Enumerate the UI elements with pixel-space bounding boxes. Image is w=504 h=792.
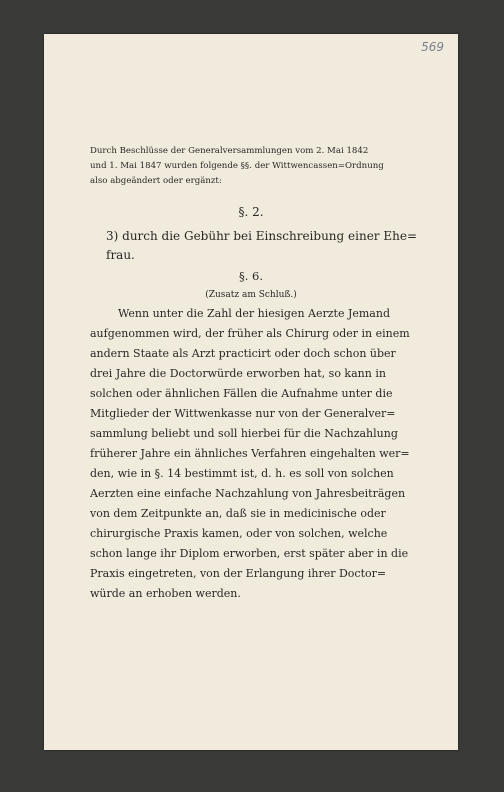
folio-number: 569 <box>421 40 444 54</box>
document-page <box>44 34 458 750</box>
intro-line: also abgeändert oder ergänzt: <box>90 176 222 186</box>
paragraph-line: schon lange ihr Diplom erworben, erst später aber in die <box>90 547 409 560</box>
paragraph-line: Praxis eingetreten, von der Erlangung ihrer Doctor= <box>90 567 387 580</box>
section-heading-2: §. 2. <box>238 205 264 219</box>
paragraph-line: solchen oder ähnlichen Fällen die Aufnahme unter die <box>90 387 393 400</box>
intro-paragraph <box>90 144 412 189</box>
item-line: frau. <box>106 248 135 262</box>
section-6-paragraph <box>90 304 412 604</box>
section-2-item <box>106 227 417 265</box>
section-subheading: (Zusatz am Schluß.) <box>205 290 297 300</box>
paragraph-line: Aerzten eine einfache Nachzahlung von Jahresbeiträgen <box>90 487 406 500</box>
paragraph-line: drei Jahre die Doctorwürde erworben hat, so kann in <box>90 367 386 380</box>
paragraph-line: Wenn unter die Zahl der hiesigen Aerzte Jemand <box>118 307 390 320</box>
intro-line: und 1. Mai 1847 wurden folgende §§. der Wittwencassen=Ordnung <box>90 161 384 171</box>
paragraph-line: den, wie in §. 14 bestimmt ist, d. h. es soll von solchen <box>90 467 394 480</box>
intro-line: Durch Beschlüsse der Generalversammlungen vom 2. Mai 1842 <box>90 146 369 156</box>
paragraph-line: Mitglieder der Wittwenkasse nur von der Generalver= <box>90 407 396 420</box>
paragraph-line: würde an erhoben werden. <box>90 587 241 600</box>
paragraph-line: andern Staate als Arzt practicirt oder doch schon über <box>90 347 396 360</box>
item-line: 3) durch die Gebühr bei Einschreibung einer Ehe= <box>106 229 417 243</box>
paragraph-line: von dem Zeitpunkte an, daß sie in medicinische oder <box>90 507 386 520</box>
paragraph-line: früherer Jahre ein ähnliches Verfahren eingehalten wer= <box>90 447 410 460</box>
paragraph-line: sammlung beliebt und soll hierbei für die Nachzahlung <box>90 427 398 440</box>
section-heading-6: §. 6. <box>238 269 264 283</box>
paragraph-line: aufgenommen wird, der früher als Chirurg oder in einem <box>90 327 410 340</box>
paragraph-line: chirurgische Praxis kamen, oder von solchen, welche <box>90 527 388 540</box>
